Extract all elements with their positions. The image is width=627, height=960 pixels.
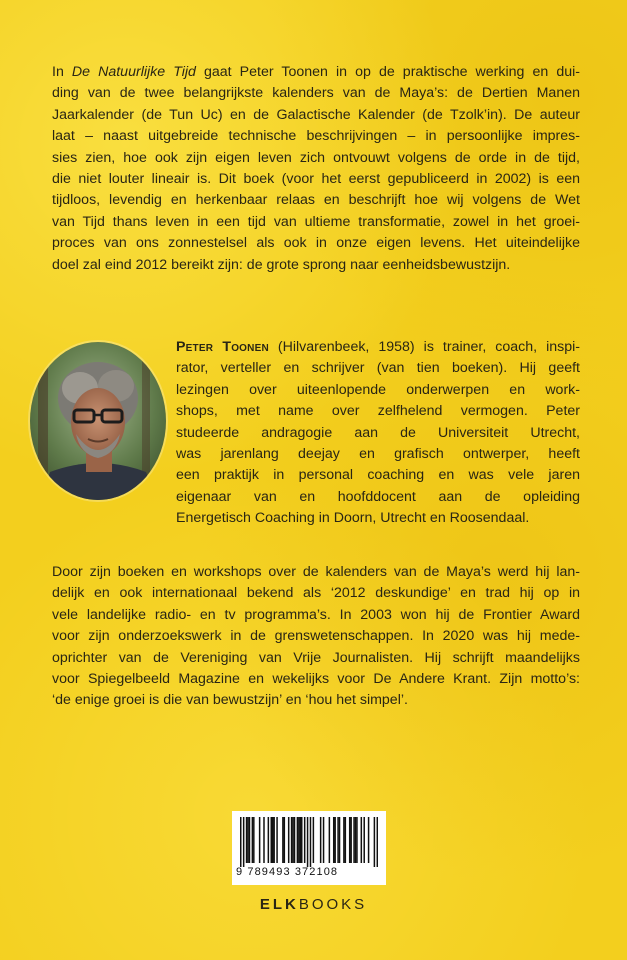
intro-line: tijdloos, levendig en herkenbaar relaas en beschrijft hoe wij volgens de Wet: [52, 192, 580, 209]
author-portrait-image: [30, 342, 166, 500]
outro-paragraph: [52, 562, 580, 712]
barcode-bars: [240, 817, 378, 867]
intro-line: doel zal eind 2012 bereikt zijn: de grote sprong naar eenheidsbewustzijn.: [52, 256, 511, 273]
barcode-bar: [282, 817, 284, 863]
intro-paragraph: [52, 62, 580, 276]
bio-line-1: [176, 337, 580, 358]
intro-line-1-text: gaat Peter Toonen in op de praktische werking en dui-: [195, 64, 580, 80]
barcode-bar: [345, 817, 347, 863]
barcode-bar: [368, 817, 370, 863]
barcode-bar: [353, 817, 355, 863]
barcode-bar: [350, 817, 352, 863]
barcode-bar: [343, 817, 345, 863]
intro-line-1: [52, 62, 580, 83]
intro-prefix: In: [52, 64, 72, 80]
barcode-bar: [339, 817, 341, 863]
bio-line: eigenaar van en hoofddocent aan de opleiding: [176, 488, 580, 505]
barcode-bar: [310, 817, 312, 867]
barcode-bar: [323, 817, 325, 863]
bio-line: studeerde andragogie aan de Universiteit Utrecht,: [176, 424, 580, 441]
outro-line: ‘de enige groei is die van bewustzijn’ en ‘hou het simpel’.: [52, 692, 408, 709]
publisher-logo: [0, 896, 627, 913]
barcode-bar: [263, 817, 265, 863]
barcode-bar: [247, 817, 249, 863]
barcode-bar: [337, 817, 339, 863]
barcode-bar: [246, 817, 248, 863]
bio-line: lezingen over uiteenlopende onderwerpen en work-: [176, 381, 580, 398]
barcode-bar: [301, 817, 303, 863]
barcode-bar: [300, 817, 302, 863]
barcode-bar: [253, 817, 255, 863]
barcode-bar: [307, 817, 309, 867]
author-bio: [176, 337, 580, 530]
intro-line: laat – naast uitgebreide technische beschrijvingen – in persoonlijke impres-: [52, 128, 580, 145]
bio-line: een praktijk in personal coaching en was vele jaren: [176, 467, 580, 484]
barcode-bar: [356, 817, 358, 863]
bio-line: shops, met name over zelfhelend vermogen. Peter: [176, 403, 580, 420]
barcode-bar: [240, 817, 242, 867]
intro-line: die niet louter lineair is. Dit boek (voor het eerst gepubliceerd in 2002) is een: [52, 171, 580, 188]
barcode-bar: [243, 817, 245, 867]
bio-line-1-text: (Hilvarenbeek, 1958) is trainer, coach, inspi-: [268, 339, 581, 355]
bio-line: rator, verteller en schrijver (van tien boeken). Hij geeft: [176, 360, 580, 377]
barcode-bar: [333, 817, 335, 863]
barcode-bar: [374, 817, 376, 867]
barcode-bar: [329, 817, 331, 863]
publisher-name-part1: ELK: [259, 896, 299, 913]
intro-line: proces van ons zonnestelsel als ook in onze eigen levens. Het uiteindelijke: [52, 235, 580, 252]
barcode-bar: [320, 817, 322, 863]
barcode-bar: [273, 817, 275, 863]
intro-line: van Tijd thans leven in een tijd van ultieme transformatie, zowel in het groei-: [52, 213, 580, 230]
barcode-bar: [272, 817, 274, 863]
barcode-bar: [294, 817, 296, 863]
barcode-bar: [249, 817, 251, 863]
barcode-bar: [297, 817, 299, 863]
outro-line: voor Spiegelbeeld Magazine en wekelijks voor De Andere Krant. Zijn motto’s:: [52, 671, 580, 688]
publisher-name-part2: BOOKS: [298, 896, 368, 913]
barcode-bar: [361, 817, 363, 863]
barcode-bar: [304, 817, 306, 863]
barcode-bar: [363, 817, 365, 863]
intro-line: sies zien, hoe ook zijn eigen leven zich ontvouwt volgens de orde in de tijd,: [52, 149, 580, 166]
barcode-bar: [313, 817, 315, 863]
barcode-bar: [292, 817, 294, 863]
barcode-bar: [271, 817, 273, 863]
barcode-bar: [334, 817, 336, 863]
barcode-bar: [349, 817, 351, 863]
outro-line: Door zijn boeken en workshops over de kalenders van de Maya’s werd hij lan-: [52, 564, 580, 580]
isbn-number: 9 789493 372108: [236, 866, 339, 878]
bio-line: Energetisch Coaching in Doorn, Utrecht en Roosendaal.: [176, 510, 530, 527]
book-title: De Natuurlijke Tijd: [71, 64, 196, 80]
outro-line: delijk en ook internationaal bekend als ‘2012 deskundige’ en trad hij op in: [52, 585, 580, 602]
barcode-bar: [355, 817, 357, 863]
barcode-bar: [288, 817, 290, 863]
barcode-bar: [252, 817, 254, 863]
bio-line: was jarenlang deejay en grafisch ontwerper, heeft: [176, 446, 580, 463]
barcode-bar: [284, 817, 286, 863]
barcode-bar: [291, 817, 293, 863]
outro-line: voor zijn onderzoekswerk in de grenswetenschappen. In 2020 was hij mede-: [52, 628, 580, 645]
barcode-bar: [259, 817, 261, 863]
outro-line: oprichter van de Vereniging van Vrije Journalisten. Hij schrijft maandelijks: [52, 649, 580, 666]
intro-line: ding van de twee belangrijkste kalenders van de Maya’s: de Dertien Manen: [52, 85, 580, 102]
isbn-barcode: [232, 811, 386, 885]
barcode-bar: [377, 817, 378, 867]
author-name: Peter Toonen: [176, 339, 269, 355]
barcode-bar: [298, 817, 300, 863]
outro-line: vele landelijke radio- en tv programma’s. In 2003 won hij de Frontier Award: [52, 606, 580, 623]
intro-line: Jaarkalender (de Tun Uc) en de Galactische Kalender (de Tzolk’in). De auteur: [52, 106, 580, 123]
author-portrait: [30, 342, 166, 500]
barcode-bar: [268, 817, 270, 863]
barcode-bar: [276, 817, 278, 863]
